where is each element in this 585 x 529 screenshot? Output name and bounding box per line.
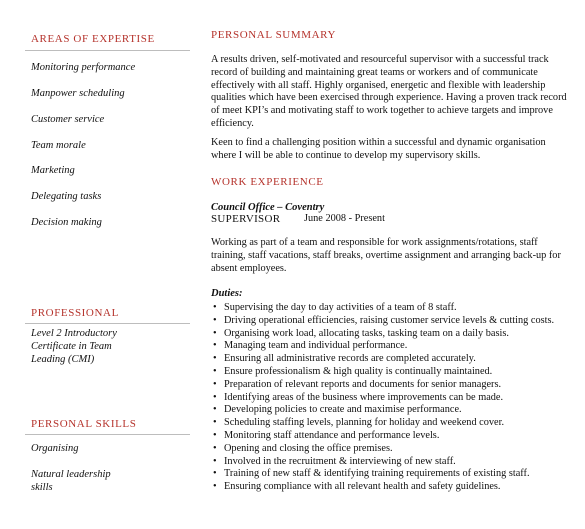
main-column [211,0,581,529]
summary-paragraph-2: Keen to find a challenging position within a successful and dynamic organisation where I will be able to continue to develop my supervisory skills. [211,137,546,161]
skill-item: Organising [31,443,79,454]
bullet-icon: • [213,404,217,416]
duty-text: Driving operational efficiencies, raising customer service levels & cutting costs. [224,314,555,326]
expertise-item: Monitoring performance [31,62,136,73]
duty-text: Managing team and individual performance. [224,340,408,352]
bullet-icon: • [213,340,217,352]
bullet-icon: • [213,391,217,403]
duty-item [211,430,581,443]
duty-text: Ensuring compliance with all relevant health and safety guidelines. [224,481,501,493]
duty-item [211,379,581,392]
duty-text: Involved in the recruitment & interviewing of new staff. [224,455,456,467]
role-description: Working as part of a team and responsible for work assignments/rotations, staff training, staff vacations, staff breaks, overtime assignment and arranging back-up for absent employees. [211,237,561,274]
bullet-icon: • [213,417,217,429]
duty-text: Ensuring all administrative records are completed accurately. [224,353,476,365]
expertise-item: Customer service [31,114,105,125]
bullet-icon: • [213,378,217,390]
duty-item [211,417,581,430]
duty-text: Ensure professionalism & high quality is continually maintained. [224,365,493,377]
duties-label: Duties: [211,288,243,299]
skill-item: Natural leadership skills [31,469,111,493]
duty-item [211,366,581,379]
expertise-item: Marketing [31,165,75,176]
sidebar [0,0,200,529]
duty-item [211,404,581,417]
skills-heading: PERSONAL SKILLS [31,418,137,430]
duty-text: Developing policies to create and maximise performance. [224,404,462,416]
duty-item [211,340,581,353]
duties-list [211,302,581,494]
expertise-item: Manpower scheduling [31,88,125,99]
duty-item [211,353,581,366]
duty-item [211,302,581,315]
duty-text: Preparation of relevant reports and documents for senior managers. [224,378,502,390]
duty-item [211,456,581,469]
duty-text: Supervising the day to day activities of a team of 8 staff. [224,302,457,313]
expertise-divider [25,50,190,51]
experience-heading: WORK EXPERIENCE [211,176,324,188]
duty-text: Scheduling staffing levels, planning for holiday and weekend cover. [224,417,505,429]
duty-text: Opening and closing the office premises. [224,442,393,454]
bullet-icon: • [213,468,217,480]
expertise-item: Delegating tasks [31,191,102,202]
professional-qualification: Level 2 Introductory Certificate in Team Leading (CMI) [31,328,117,365]
duty-item [211,481,581,494]
bullet-icon: • [213,365,217,377]
duty-item [211,392,581,405]
summary-heading: PERSONAL SUMMARY [211,29,337,41]
company-name: Council Office – Coventry [211,202,325,213]
duty-item [211,443,581,456]
job-dates: June 2008 - Present [304,213,385,224]
professional-divider [25,323,190,324]
summary-paragraph: A results driven, self-motivated and resourceful supervisor with a successful track record of building and maintaining great teams or workers and of communicate effectively with all staff. Highly organised, energetic and flexible with leadership qualities which have been exercised through experience. Having a proven track record of meet KPI’s and motivating staff to work together to achieve targets and improve efficiency. [211,54,567,129]
duty-text: Monitoring staff attendance and performance levels. [224,429,440,441]
professional-heading: PROFESSIONAL [31,307,119,319]
duty-item [211,315,581,328]
duty-item [211,468,581,481]
bullet-icon: • [213,314,217,326]
bullet-icon: • [213,302,217,313]
role-line [211,213,385,225]
bullet-icon: • [213,353,217,365]
duty-text: Training of new staff & identifying training requirements of existing staff. [224,468,530,480]
job-title: SUPERVISOR [211,213,281,225]
expertise-heading: AREAS OF EXPERTISE [31,33,155,45]
bullet-icon: • [213,442,217,454]
duty-item [211,328,581,341]
bullet-icon: • [213,327,217,339]
bullet-icon: • [213,429,217,441]
bullet-icon: • [213,481,217,493]
bullet-icon: • [213,455,217,467]
duty-text: Identifying areas of the business where improvements can be made. [224,391,504,403]
expertise-item: Team morale [31,140,86,151]
expertise-item: Decision making [31,217,102,228]
skills-divider [25,434,190,435]
duty-text: Organising work load, allocating tasks, tasking team on a daily basis. [224,327,509,339]
